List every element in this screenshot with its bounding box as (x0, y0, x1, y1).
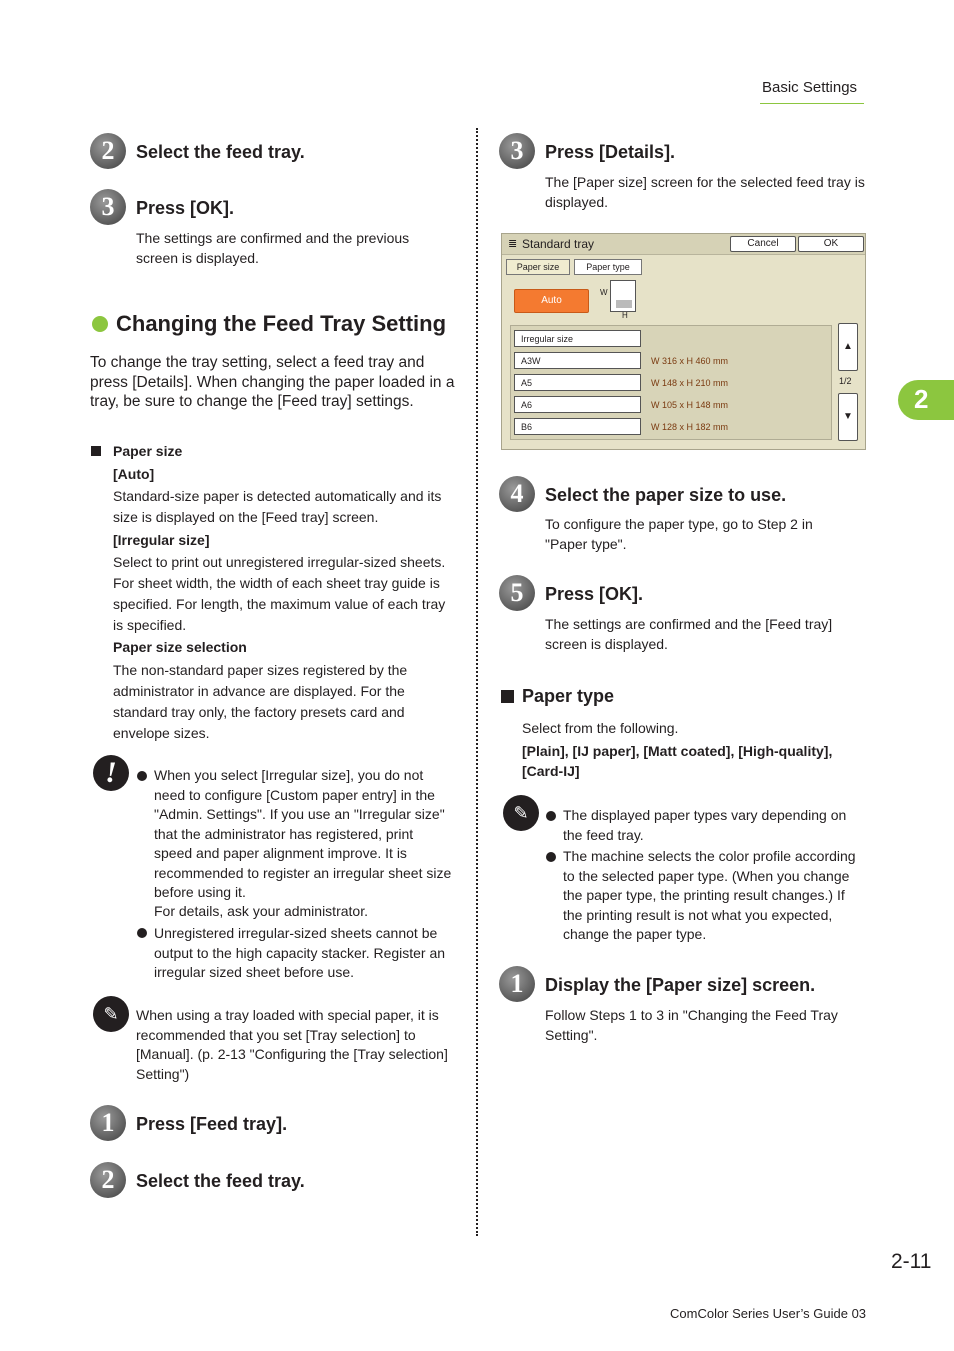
step-body: The settings are confirmed and the previous screen is displayed. (136, 230, 410, 266)
step-body: To configure the paper type, go to Step 2 in "Paper type". (545, 516, 813, 552)
header-section: Basic Settings (762, 79, 858, 96)
step-body: Follow Steps 1 to 3 in "Changing the Feed Tray Setting". (545, 1007, 838, 1043)
step-5-icon: 5 (499, 575, 535, 611)
size-dimensions: W 105 x H 148 mm (651, 400, 729, 410)
ok-button[interactable]: OK (798, 236, 864, 252)
step-title: Press [OK]. (545, 584, 644, 604)
paper-size-screen (501, 233, 866, 450)
tip-note: When using a tray loaded with special paper, it is recommended that you set [Tray selection] to [Manual]. (p. 2-13 "Configuring the [Tray selection] Setting") (136, 1007, 448, 1082)
step-4-icon: 4 (499, 476, 535, 512)
step-title: Select the feed tray. (136, 1171, 305, 1191)
irregular-size-button[interactable]: Irregular size (514, 330, 641, 347)
paper-size-list (510, 325, 832, 440)
section-intro: To change the tray setting, select a feed tray and press [Details]. When changing the paper loaded in a tray, be sure to change the [Feed tray] settings. (90, 354, 455, 410)
section-title: Changing the Feed Tray Setting (116, 311, 447, 336)
scroll-up-button[interactable]: ▲ (838, 323, 858, 371)
important-note-1: When you select [Irregular size], you do not need to configure [Custom paper entry] in the "Admin. Settings". If you use an "Irregular size" that the administrator has registered, print speed and paper alignment improve. It is recommended to register an irregular sheet size before using it. (154, 767, 452, 900)
step-3-icon: 3 (499, 133, 535, 169)
step-3-icon: 3 (90, 189, 126, 225)
bullet-icon (137, 771, 147, 781)
step-1-icon: 1 (90, 1105, 126, 1141)
header-underline (760, 103, 864, 104)
irregular-label: [Irregular size] (113, 532, 210, 548)
important-note-3: Unregistered irregular-sized sheets cannot be output to the high capacity stacker. Register an irregular sized sheet before use. (154, 925, 446, 980)
important-note-2: For details, ask your administrator. (154, 903, 368, 919)
tip-pencil-icon: ✎ (93, 996, 129, 1032)
auto-text: Standard-size paper is detected automatically and its size is displayed on the [Feed tray] screen. (113, 488, 442, 525)
important-icon: ! (93, 755, 129, 791)
auto-button[interactable]: Auto (514, 289, 589, 313)
selection-text: The non-standard paper sizes registered by the administrator in advance are displayed. For the standard tray only, the factory presets card and envelope sizes. (113, 662, 408, 741)
tab-paper-type[interactable]: Paper type (574, 259, 642, 275)
step-title: Display the [Paper size] screen. (545, 975, 816, 995)
bullet-icon (546, 852, 556, 862)
size-dimensions: W 148 x H 210 mm (651, 378, 729, 388)
paper-type-options: [Plain], [IJ paper], [Matt coated], [High-quality], [Card-IJ] (522, 743, 833, 779)
bullet-icon (137, 928, 147, 938)
screen-title: Standard tray (522, 237, 595, 251)
screen-title-bar (502, 234, 865, 255)
step-title: Press [OK]. (136, 198, 235, 218)
square-bullet-icon (501, 690, 514, 703)
auto-label: [Auto] (113, 466, 155, 482)
tab-paper-size[interactable]: Paper size (506, 259, 570, 275)
tip-pencil-icon: ✎ (503, 795, 539, 831)
paper-dimension-icon (600, 280, 640, 320)
chapter-tab (898, 380, 954, 420)
menu-icon: ≣ (508, 238, 518, 250)
scroll-down-button[interactable]: ▼ (838, 393, 858, 441)
step-title: Select the feed tray. (136, 142, 305, 162)
step-title: Press [Details]. (545, 142, 676, 162)
tip-note-2: The machine selects the color profile according to the selected paper type. (When you change the paper type, the printing result changes.) If the printing result is not what you expected, change the paper type. (563, 848, 856, 942)
step-2-icon: 2 (90, 1162, 126, 1198)
bullet-icon (546, 811, 556, 821)
step-title: Press [Feed tray]. (136, 1114, 288, 1134)
size-button[interactable]: A5 (514, 374, 641, 391)
page-number: 2-11 (891, 1250, 932, 1273)
square-bullet-icon (91, 446, 101, 456)
column-divider (476, 128, 478, 1236)
subsection-heading: Paper size (113, 443, 183, 459)
chapter-number: 2 (914, 384, 929, 414)
width-label: W (600, 288, 608, 297)
cancel-button[interactable]: Cancel (730, 236, 796, 252)
size-button[interactable]: A3W (514, 352, 641, 369)
size-button[interactable]: B6 (514, 418, 641, 435)
paper-type-lead: Select from the following. (522, 720, 679, 736)
selection-label: Paper size selection (113, 639, 247, 655)
size-button[interactable]: A6 (514, 396, 641, 413)
step-2-icon: 2 (90, 133, 126, 169)
page-indicator: 1/2 (839, 376, 852, 386)
tip-note-1: The displayed paper types vary depending on the feed tray. (563, 807, 847, 843)
irregular-text: Select to print out unregistered irregular-sized sheets. For sheet width, the width of each sheet tray guide is specified. For length, the maximum value of each tray is specified. (113, 554, 446, 633)
step-1-icon: 1 (499, 966, 535, 1002)
step-title: Select the paper size to use. (545, 485, 787, 505)
section-bullet-icon (92, 316, 108, 332)
footer-guide: ComColor Series User’s Guide 03 (670, 1306, 867, 1321)
step-body: The [Paper size] screen for the selected feed tray is displayed. (545, 174, 865, 210)
subsection-heading: Paper type (522, 686, 615, 706)
step-body: The settings are confirmed and the [Feed tray] screen is displayed. (545, 616, 833, 652)
size-dimensions: W 316 x H 460 mm (651, 356, 729, 366)
height-label: H (622, 311, 628, 320)
size-dimensions: W 128 x H 182 mm (651, 422, 729, 432)
